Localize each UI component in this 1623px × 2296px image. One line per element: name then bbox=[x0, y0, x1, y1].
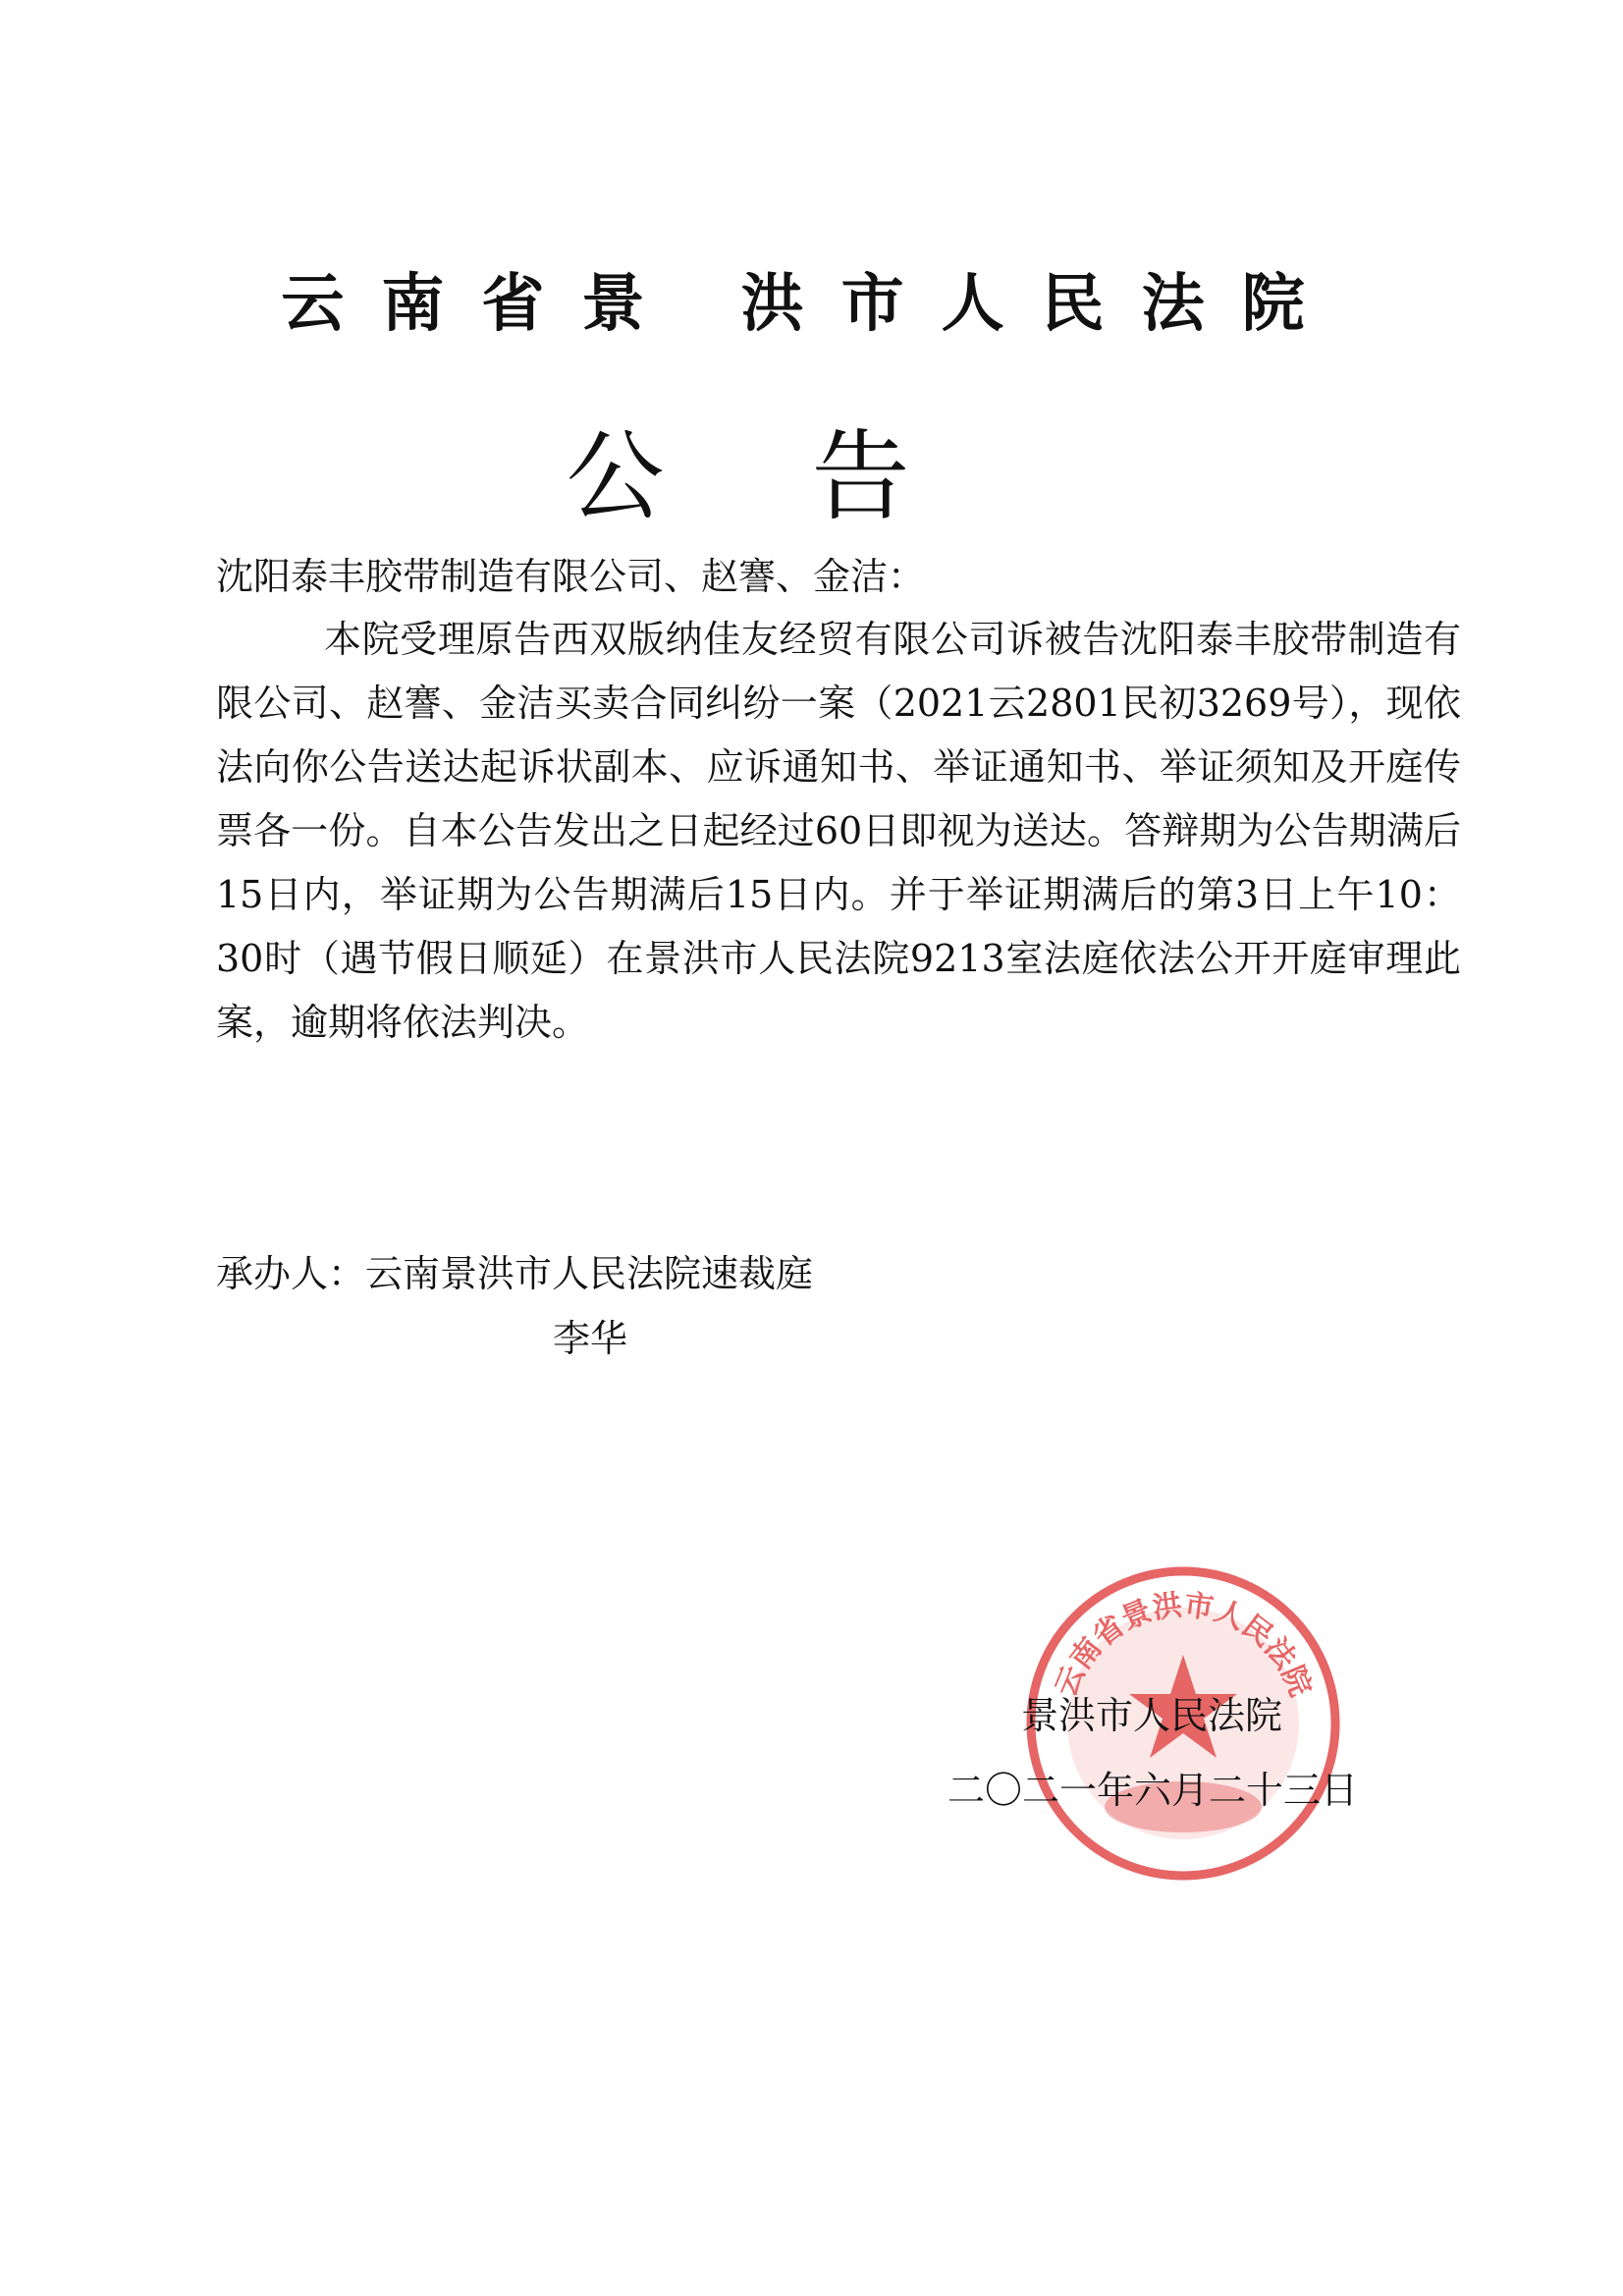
signature-date: 二〇二一年六月二十三日 bbox=[947, 1769, 1359, 1812]
handler-line: 承办人：云南景洪市人民法院速裁庭 bbox=[216, 1252, 814, 1295]
court-name-heading: 云南省景 洪市人民法院 bbox=[281, 267, 1342, 341]
notice-body: 本院受理原告西双版纳佳友经贸有限公司诉被告沈阳泰丰胶带制造有限公司、赵謇、金洁买卖合同纠纷一案（2021云2801民初3269号），现依法向你公告送达起诉状副本、应诉通知书、举证通知书、举证须知及开庭传票各一份。自本公告发出之日起经过60日即视为送达。答辩期为公告期满后15日内，举证期为公告期满后15日内。并于举证期满后的第3日上午10：30时（遇节假日顺延）在景洪市人民法院9213室法庭依法公开开庭审理此案，逾期将依法判决。 bbox=[216, 618, 1461, 1044]
document-title: 公告 bbox=[566, 419, 1057, 534]
handler-name: 李华 bbox=[553, 1317, 628, 1360]
seal-ring-text: 云南省景洪市人民法院 bbox=[1049, 1588, 1318, 1702]
signature-court: 景洪市人民法院 bbox=[1021, 1694, 1283, 1737]
addressee-line: 沈阳泰丰胶带制造有限公司、赵謇、金洁： bbox=[216, 555, 926, 598]
